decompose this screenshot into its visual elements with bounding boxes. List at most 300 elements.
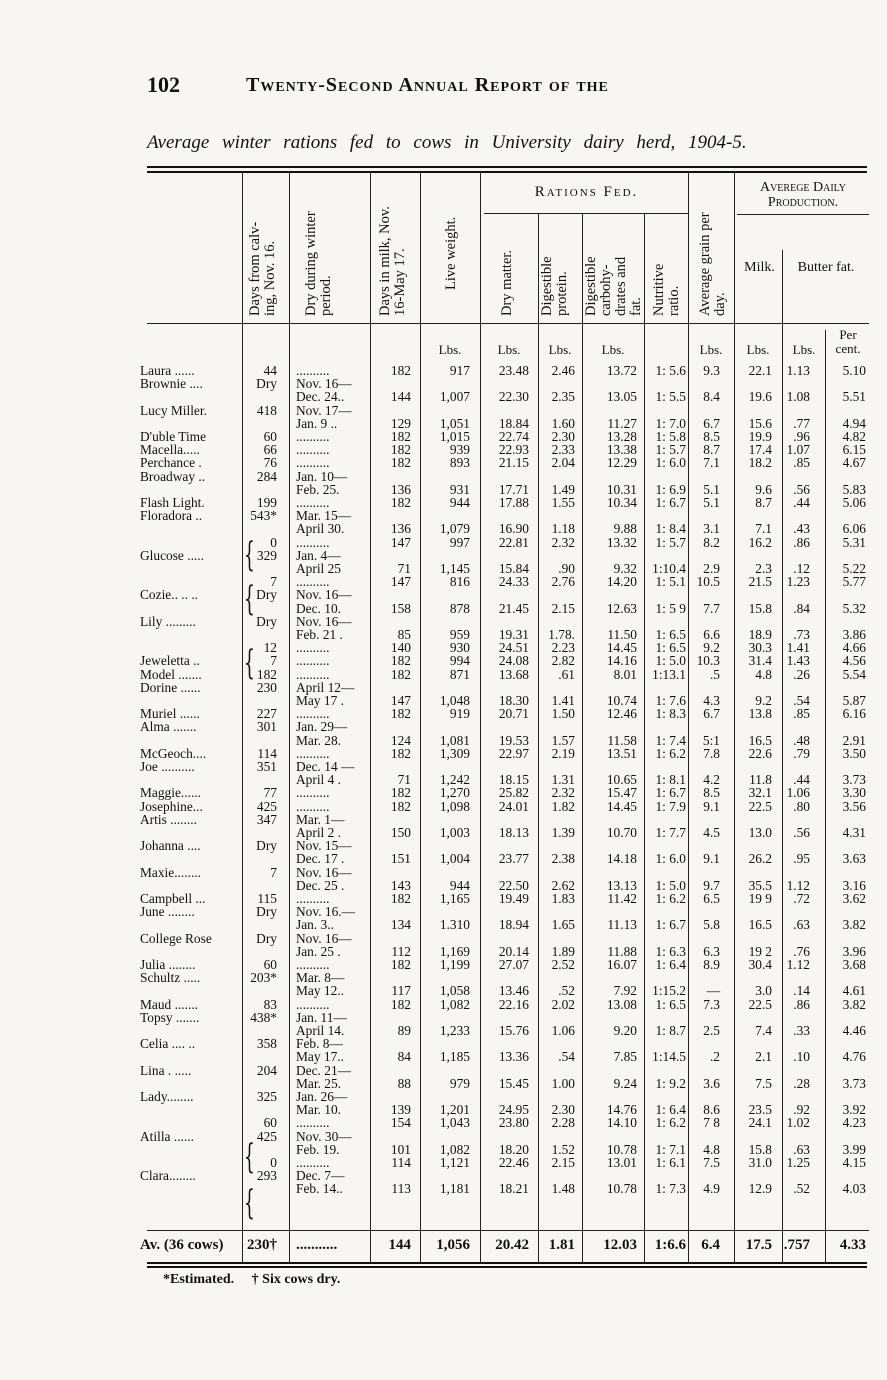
milk-yield: 30.3 — [748, 640, 772, 656]
cow-name: Model ....... — [140, 666, 202, 682]
table-row — [0, 587, 887, 603]
digestible-carbohydrates: 12.03 — [603, 1237, 637, 1253]
days-in-milk: 147 — [390, 693, 411, 708]
butter-fat-lbs: .63 — [793, 1141, 810, 1157]
days-from-calving: 0 — [270, 534, 277, 550]
dry-period: May 12.. — [296, 983, 344, 999]
live-weight: 1,169 — [439, 943, 470, 959]
header-milk: Milk. — [744, 260, 775, 275]
dry-period: .......... — [296, 798, 330, 814]
cow-name: Maud ....... — [140, 996, 199, 1012]
butter-fat-lbs: .77 — [793, 415, 810, 431]
table-row — [0, 483, 887, 495]
table-row — [0, 983, 887, 999]
days-from-calving: Dry — [256, 904, 277, 920]
dry-period: Dec. 21— — [296, 1062, 352, 1078]
dry-period: .......... — [296, 957, 330, 972]
days-from-calving: 347 — [256, 811, 277, 827]
dry-matter: 18.15 — [498, 772, 529, 788]
butter-fat-per-cent: 4.31 — [842, 825, 866, 840]
average-grain: 7.5 — [703, 1155, 720, 1170]
milk-yield: 21.5 — [748, 574, 772, 590]
nutritive-ratio: 1: 5.7 — [655, 534, 686, 550]
table-row — [0, 879, 887, 891]
cow-name: Glucose ..... — [140, 547, 204, 563]
digestible-protein: 1.39 — [551, 825, 575, 840]
digestible-protein: 2.02 — [551, 996, 575, 1012]
dry-period: .......... — [296, 1155, 330, 1170]
table-row — [0, 760, 887, 772]
butter-fat-per-cent: 5.06 — [842, 495, 866, 510]
milk-yield: 19 9 — [748, 891, 772, 906]
days-from-calving: 203* — [250, 970, 277, 986]
butter-fat-per-cent: 3.56 — [842, 798, 866, 814]
digestible-protein: 2.30 — [551, 1102, 575, 1118]
butter-fat-per-cent: 4.76 — [842, 1049, 866, 1065]
table-row — [0, 430, 887, 442]
digestible-carbohydrates: 13.05 — [606, 389, 637, 405]
dry-period: Jan. 29— — [296, 719, 348, 735]
table-row — [0, 851, 887, 867]
butter-fat-per-cent: 5.10 — [842, 363, 866, 378]
digestible-carbohydrates: 10.31 — [606, 481, 637, 497]
digestible-carbohydrates: 10.74 — [606, 693, 637, 708]
butter-fat-lbs: 1.43 — [786, 653, 810, 669]
days-from-calving: 425 — [256, 798, 277, 814]
digestible-protein: 1.78. — [548, 627, 575, 642]
header-average-grain: Average grain per day. — [697, 212, 728, 316]
header-days-from-calving: Days from calv- ing, Nov. 16. — [247, 221, 278, 316]
average-grain: 10.3 — [696, 653, 720, 669]
unit-live-weight: Lbs. — [438, 342, 462, 357]
digestible-protein: 2.52 — [551, 957, 575, 972]
production-rule — [737, 214, 869, 215]
header-dry-during-winter: Dry during winter period. — [303, 211, 334, 316]
dry-period: Jan. 25 . — [296, 943, 341, 959]
average-grain: 6.6 — [703, 627, 720, 642]
butter-fat-per-cent: 3.82 — [842, 996, 866, 1012]
butter-fat-lbs: .72 — [793, 891, 810, 906]
digestible-carbohydrates: 11.50 — [607, 627, 637, 642]
butter-fat-per-cent: 5.31 — [842, 534, 866, 550]
dry-matter: 17.71 — [498, 481, 529, 497]
unit-butter-lbs: Lbs. — [792, 342, 816, 357]
butter-fat-per-cent: 4.33 — [839, 1237, 866, 1253]
milk-yield: 7.4 — [755, 1023, 772, 1038]
butter-fat-per-cent: 3.30 — [842, 785, 866, 801]
digestible-carbohydrates: 14.18 — [606, 851, 637, 867]
butter-fat-per-cent: 4.61 — [842, 983, 866, 999]
average-grain: 8.2 — [703, 534, 720, 550]
milk-yield: 13.8 — [748, 706, 772, 722]
bottom-rule-2 — [147, 1266, 867, 1268]
dry-matter: 27.07 — [498, 957, 529, 972]
digestible-carbohydrates: 9.32 — [613, 561, 637, 576]
dry-period: Jan. 4— — [296, 547, 341, 563]
table-row — [0, 1143, 887, 1155]
table-caption: Average winter rations fed to cows in University dairy herd, 1904-5. — [147, 132, 747, 153]
digestible-protein: 2.19 — [551, 745, 575, 761]
cow-name: Lucy Miller. — [140, 402, 207, 418]
average-row — [0, 1239, 887, 1255]
nutritive-ratio: 1: 7.3 — [655, 1181, 686, 1197]
days-in-milk: 182 — [390, 706, 411, 722]
header-digestible-protein: Digestible protein. — [539, 256, 570, 316]
butter-fat-lbs: .26 — [793, 666, 810, 682]
live-weight: 1.310 — [439, 917, 470, 933]
header-butter-fat: Butter fat. — [797, 260, 855, 275]
cow-name: Lily ......... — [140, 613, 196, 629]
dry-period: April 2 . — [296, 825, 342, 840]
table-row — [0, 958, 887, 970]
table-row — [0, 376, 887, 392]
butter-fat-lbs: .757 — [783, 1237, 810, 1253]
cow-name: June ........ — [140, 904, 195, 920]
dry-period: Mar. 8— — [296, 970, 345, 986]
dry-period: .......... — [296, 495, 330, 510]
dry-matter: 24.01 — [498, 798, 529, 814]
live-weight: 944 — [449, 877, 470, 893]
digestible-carbohydrates: 12.63 — [606, 600, 637, 616]
digestible-carbohydrates: 11.27 — [607, 415, 637, 431]
brace-clara: { — [244, 1183, 255, 1223]
table-row — [0, 364, 887, 376]
table-row — [0, 602, 887, 614]
milk-yield: 8.7 — [755, 495, 772, 510]
dry-period: .......... — [296, 429, 330, 444]
page-number: 102 — [147, 72, 180, 97]
top-rule — [147, 166, 867, 168]
butter-fat-lbs: .73 — [793, 627, 810, 642]
milk-yield: 30.4 — [748, 957, 772, 972]
cow-name: Clara........ — [140, 1168, 196, 1184]
days-from-calving: 230 — [256, 679, 277, 695]
dry-period: Jan. 11— — [296, 1009, 347, 1025]
header-live-weight: Live weight. — [443, 216, 459, 290]
milk-yield: 18.9 — [748, 627, 772, 642]
header-average-daily-production: Averege Daily Production. — [759, 180, 847, 210]
butter-fat-lbs: 1.02 — [786, 1115, 810, 1131]
table-row — [0, 455, 887, 471]
butter-fat-per-cent: 3.99 — [842, 1141, 866, 1157]
average-grain: 7.7 — [703, 600, 720, 616]
butter-fat-per-cent: 5.83 — [842, 481, 866, 497]
digestible-protein: 1.55 — [551, 495, 575, 510]
dry-matter: 23.80 — [498, 1115, 529, 1131]
dry-matter: 18.21 — [498, 1181, 529, 1197]
butter-fat-lbs: .28 — [793, 1075, 810, 1091]
butter-fat-lbs: .44 — [793, 772, 810, 788]
dry-period: Jan. 9 .. — [296, 415, 338, 431]
dry-period: .......... — [296, 574, 330, 590]
average-grain: 9.2 — [703, 640, 720, 656]
average-grain: 5:1 — [702, 732, 720, 748]
days-from-calving: 351 — [256, 759, 277, 774]
nutritive-ratio: 1: 6.2 — [655, 745, 686, 761]
live-weight: 1,082 — [439, 996, 470, 1012]
dry-matter: 15.45 — [498, 1075, 529, 1091]
average-grain: 2.9 — [703, 561, 720, 576]
butter-fat-lbs: .95 — [793, 851, 810, 867]
live-weight: 878 — [449, 600, 470, 616]
digestible-carbohydrates: 7.92 — [613, 983, 637, 999]
live-weight: 959 — [449, 627, 470, 642]
days-in-milk: 182 — [390, 891, 411, 906]
days-from-calving: 114 — [257, 745, 277, 761]
digestible-protein: 1.48 — [551, 1181, 575, 1197]
live-weight: 871 — [449, 666, 470, 682]
days-from-calving: Dry — [256, 613, 277, 629]
days-from-calving: 60 — [263, 1115, 277, 1131]
dry-period: April 14. — [296, 1023, 345, 1038]
dry-period: Nov. 16.— — [296, 904, 356, 920]
digestible-protein: 2.76 — [551, 574, 575, 590]
average-grain: 8.4 — [703, 389, 720, 405]
dry-matter: 15.76 — [498, 1023, 529, 1038]
butter-fat-lbs: .63 — [793, 917, 810, 933]
table-row — [0, 1036, 887, 1052]
live-weight: 1,309 — [439, 745, 470, 761]
days-in-milk: 89 — [397, 1023, 411, 1038]
header-rations-fed: Rations Fed. — [534, 184, 639, 200]
dry-matter: 19.49 — [498, 891, 529, 906]
digestible-carbohydrates: 13.51 — [606, 745, 637, 761]
cow-name: D'uble Time — [140, 429, 207, 444]
cow-name: Topsy ....... — [140, 1009, 200, 1025]
milk-yield: 2.1 — [755, 1049, 772, 1065]
days-from-calving: 199 — [256, 495, 277, 510]
digestible-protein: 1.82 — [551, 798, 575, 814]
cow-name: Cozie.. .. .. — [140, 587, 199, 603]
days-from-calving: 77 — [263, 785, 277, 801]
nutritive-ratio: 1: 5 9 — [655, 600, 686, 616]
days-in-milk: 144 — [390, 389, 411, 405]
nutritive-ratio: 1: 6.4 — [655, 957, 686, 972]
dry-matter: 21.15 — [498, 455, 529, 471]
days-from-calving: 438* — [250, 1009, 277, 1025]
dry-matter: 24.33 — [498, 574, 529, 590]
live-weight: 939 — [449, 442, 470, 458]
digestible-carbohydrates: 15.47 — [606, 785, 637, 801]
average-grain: 4.8 — [703, 1141, 720, 1157]
nutritive-ratio: 1:14.5 — [652, 1049, 686, 1065]
unit-dry-matter: Lbs. — [497, 342, 521, 357]
dry-matter: 20.42 — [495, 1237, 529, 1253]
dry-period: Nov. 16— — [296, 587, 352, 603]
days-in-milk: 182 — [390, 363, 411, 378]
dry-period: .......... — [296, 666, 330, 682]
cow-name: Lina . ..... — [140, 1062, 192, 1078]
live-weight: 893 — [449, 455, 470, 471]
live-weight: 1,185 — [439, 1049, 470, 1065]
days-from-calving: 325 — [256, 1089, 277, 1104]
dry-period: May 17 . — [296, 693, 344, 708]
digestible-protein: 2.32 — [551, 785, 575, 801]
days-from-calving: 182 — [256, 666, 277, 682]
dry-matter: 22.93 — [498, 442, 529, 458]
days-in-milk: 140 — [390, 640, 411, 656]
cow-name: Laura ...... — [140, 363, 195, 378]
milk-yield: 16.2 — [748, 534, 772, 550]
dry-period: Dec. 7— — [296, 1168, 345, 1184]
days-in-milk: 182 — [390, 745, 411, 761]
table-row — [0, 496, 887, 508]
butter-fat-lbs: .96 — [793, 429, 810, 444]
dry-matter: 24.08 — [498, 653, 529, 669]
butter-fat-per-cent: 5.77 — [842, 574, 866, 590]
days-in-milk: 124 — [390, 732, 411, 748]
cow-name: College Rose — [140, 930, 212, 946]
digestible-protein: 1.57 — [551, 732, 575, 748]
digestible-protein: 2.04 — [551, 455, 575, 471]
table-row — [0, 1102, 887, 1118]
dry-period: .......... — [296, 996, 330, 1012]
digestible-carbohydrates: 13.13 — [606, 877, 637, 893]
table-row — [0, 1077, 887, 1089]
dry-period: Nov. 16— — [296, 864, 352, 880]
table-row — [0, 668, 887, 680]
dry-matter: 18.30 — [498, 693, 529, 708]
dry-period: Jan. 3.. — [296, 917, 334, 933]
days-from-calving: 293 — [256, 1168, 277, 1184]
average-grain: 7.3 — [703, 996, 720, 1012]
butter-fat-per-cent: 5.32 — [842, 600, 866, 616]
butter-fat-per-cent: 3.68 — [842, 957, 866, 972]
average-grain: 6.4 — [701, 1237, 720, 1253]
digestible-protein: 2.35 — [551, 389, 575, 405]
top-rule-2 — [147, 171, 867, 173]
digestible-protein: .61 — [558, 666, 575, 682]
milk-yield: 24.1 — [748, 1115, 772, 1131]
table-row — [0, 772, 887, 788]
live-weight: 1,165 — [439, 891, 470, 906]
milk-yield: 12.9 — [748, 1181, 772, 1197]
digestible-carbohydrates: 12.46 — [606, 706, 637, 722]
butter-fat-lbs: .12 — [793, 561, 810, 576]
nutritive-ratio: 1: 7.6 — [655, 693, 686, 708]
header-bottom-rule — [147, 323, 869, 324]
average-grain: 8.9 — [703, 957, 720, 972]
dry-matter: 24.51 — [498, 640, 529, 656]
dry-period: .......... — [296, 534, 330, 550]
dry-matter: 22.81 — [498, 534, 529, 550]
live-weight: 1,058 — [439, 983, 470, 999]
live-weight: 1,043 — [439, 1115, 470, 1131]
digestible-protein: .52 — [558, 983, 575, 999]
butter-fat-per-cent: 3.82 — [842, 917, 866, 933]
nutritive-ratio: 1: 6.1 — [655, 1155, 686, 1170]
digestible-protein: 2.28 — [551, 1115, 575, 1131]
days-in-milk: 136 — [390, 481, 411, 497]
digestible-carbohydrates: 11.42 — [607, 891, 637, 906]
digestible-carbohydrates: 14.20 — [606, 574, 637, 590]
days-in-milk: 147 — [390, 574, 411, 590]
milk-yield: 19.6 — [748, 389, 772, 405]
butter-fat-per-cent: 3.92 — [842, 1102, 866, 1118]
cow-name: Dorine ...... — [140, 679, 201, 695]
dry-period: Mar. 10. — [296, 1102, 342, 1118]
butter-fat-lbs: .79 — [793, 745, 810, 761]
digestible-carbohydrates: 14.45 — [606, 798, 637, 814]
days-in-milk: 182 — [390, 798, 411, 814]
nutritive-ratio: 1: 6.5 — [655, 996, 686, 1012]
table-row — [0, 826, 887, 838]
average-grain: 6.5 — [703, 891, 720, 906]
table-row — [0, 1090, 887, 1102]
average-grain: 5.1 — [703, 481, 720, 497]
live-weight: 919 — [449, 706, 470, 722]
cow-name: McGeoch.... — [140, 745, 207, 761]
nutritive-ratio: 1: 7.0 — [655, 415, 686, 431]
dry-matter: 25.82 — [498, 785, 529, 801]
digestible-protein: 1.81 — [548, 1237, 575, 1253]
nutritive-ratio: 1: 7.9 — [655, 798, 686, 814]
table-row — [0, 1181, 887, 1197]
average-grain: 9.3 — [703, 363, 720, 378]
days-from-calving: 227 — [256, 706, 277, 722]
digestible-protein: 2.32 — [551, 534, 575, 550]
nutritive-ratio: 1: 6.7 — [655, 495, 686, 510]
cow-name: Celia .... .. — [140, 1036, 196, 1052]
table-row — [0, 508, 887, 524]
nutritive-ratio: 1: 6.7 — [655, 785, 686, 801]
digestible-protein: 2.38 — [551, 851, 575, 867]
days-in-milk: 71 — [397, 772, 411, 788]
table-row — [0, 1115, 887, 1131]
days-in-milk: 112 — [391, 943, 411, 959]
cow-name: Artis ........ — [140, 811, 197, 827]
butter-fat-lbs: .44 — [793, 495, 810, 510]
cow-name: Alma ....... — [140, 719, 197, 735]
days-from-calving: 7 — [270, 864, 277, 880]
butter-fat-lbs: .10 — [793, 1049, 810, 1065]
digestible-protein: 1.60 — [551, 415, 575, 431]
dry-period: Nov. 30— — [296, 1128, 352, 1144]
live-weight: 1,201 — [439, 1102, 470, 1118]
nutritive-ratio: 1: 5.5 — [655, 389, 686, 405]
nutritive-ratio: 1: 8.7 — [655, 1023, 686, 1038]
cow-name: Floradora .. — [140, 508, 203, 524]
digestible-carbohydrates: 9.24 — [613, 1075, 637, 1091]
table-row — [0, 562, 887, 574]
dry-period: Feb. 19. — [296, 1141, 340, 1157]
live-weight: 994 — [449, 653, 470, 669]
cow-name: Av. (36 cows) — [140, 1237, 224, 1253]
table-row — [0, 549, 887, 561]
dry-period: Feb. 14.. — [296, 1181, 343, 1197]
table-row — [0, 800, 887, 812]
dry-period: Dec. 14 — — [296, 759, 355, 774]
milk-yield: 17.4 — [748, 442, 772, 458]
digestible-protein: 2.62 — [551, 877, 575, 893]
dry-matter: 22.46 — [498, 1155, 529, 1170]
unit-carbohydrates: Lbs. — [601, 342, 625, 357]
dry-period: Dec. 24.. — [296, 389, 345, 405]
nutritive-ratio: 1: 6.5 — [655, 627, 686, 642]
dry-period: Mar. 15— — [296, 508, 352, 524]
table-row — [0, 470, 887, 482]
cow-name: Lady........ — [140, 1089, 194, 1104]
milk-yield: 13.0 — [748, 825, 772, 840]
dry-period: Dec. 25 . — [296, 877, 345, 893]
table-row — [0, 1064, 887, 1076]
days-in-milk: 114 — [391, 1155, 411, 1170]
average-grain: 6.7 — [703, 415, 720, 431]
days-in-milk: 182 — [390, 455, 411, 471]
average-grain: — — [706, 983, 720, 999]
butter-fat-per-cent: 3.50 — [842, 745, 866, 761]
brace-jeweletta: { — [244, 643, 255, 683]
